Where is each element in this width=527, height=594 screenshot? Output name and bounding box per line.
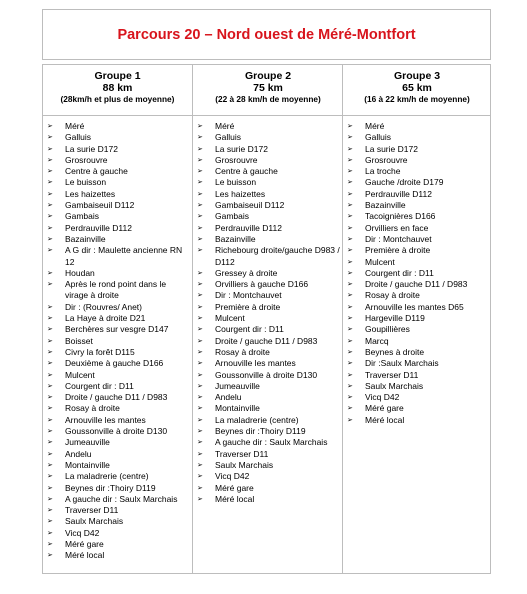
route-step: ➢ Richebourg droite/gauche D983 / D112 (193, 245, 341, 268)
route-step: ➢ Goussonville à droite D130 (193, 370, 341, 381)
route-step: ➢ Mulcent (43, 370, 190, 381)
route-step: ➢ Arnouville les mantes D65 (343, 302, 489, 313)
group-column-1 (43, 65, 192, 573)
route-step: ➢ Méré (193, 121, 341, 132)
route-step: ➢ Centre à gauche (43, 166, 190, 177)
group-name: Groupe 1 (94, 70, 141, 82)
group-header-1 (43, 65, 192, 116)
route-step: ➢ Andelu (193, 392, 341, 403)
route-step: ➢ Gambais (193, 211, 341, 222)
route-table (42, 64, 491, 574)
route-step: ➢ Grosrouvre (193, 155, 341, 166)
route-step: ➢ Saulx Marchais (343, 381, 489, 392)
route-step: ➢ Gressey à droite (193, 268, 341, 279)
route-step: ➢ Deuxième à gauche D166 (43, 358, 190, 369)
route-step: ➢ Première à droite (343, 245, 489, 256)
group-distance: 75 km (253, 82, 283, 94)
route-step: ➢ Méré local (193, 494, 341, 505)
group-distance: 88 km (102, 82, 133, 94)
group-distance: 65 km (402, 82, 432, 94)
route-step: ➢ Courgent dir : D11 (343, 268, 489, 279)
route-step: ➢ Goupillières (343, 324, 489, 335)
route-step: ➢ Méré local (43, 550, 190, 561)
route-step: ➢ Grosrouvre (343, 155, 489, 166)
route-step: ➢ Gambaiseuil D112 (43, 200, 190, 211)
route-list (43, 121, 190, 562)
route-step: ➢ Vicq D42 (43, 528, 190, 539)
route-step: ➢ Berchères sur vesgre D147 (43, 324, 190, 335)
route-step: ➢ Galluis (343, 132, 489, 143)
route-step: ➢ Grosrouvre (43, 155, 190, 166)
route-step: ➢ Méré local (343, 415, 489, 426)
route-step: ➢ Galluis (43, 132, 190, 143)
route-step: ➢ Gauche /droite D179 (343, 177, 489, 188)
route-step: ➢ La maladrerie (centre) (43, 471, 190, 482)
route-step: ➢ Dir : Montchauvet (343, 234, 489, 245)
page-title: Parcours 20 – Nord ouest de Méré-Montfort (117, 26, 416, 43)
route-step: ➢ La surie D172 (343, 144, 489, 155)
route-step: ➢ Le buisson (43, 177, 190, 188)
route-step: ➢ Droite / gauche D11 / D983 (193, 336, 341, 347)
route-step: ➢ Courgent dir : D11 (43, 381, 190, 392)
route-step: ➢ Jumeauville (43, 437, 190, 448)
route-step: ➢ Gambais (43, 211, 190, 222)
route-step: ➢ Bazainville (43, 234, 190, 245)
route-step: ➢ Dir :Saulx Marchais (343, 358, 489, 369)
route-step: ➢ Vicq D42 (343, 392, 489, 403)
route-step: ➢ Après le rond point dans le virage à droite (43, 279, 190, 302)
route-step: ➢ A gauche dir : Saulx Marchais (43, 494, 190, 505)
route-step: ➢ Méré gare (343, 403, 489, 414)
group-name: Groupe 3 (393, 70, 441, 82)
route-step: ➢ Rosay à droite (343, 290, 489, 301)
route-step: ➢ Gambaiseuil D112 (193, 200, 341, 211)
route-step: ➢ Traverser D11 (43, 505, 190, 516)
route-step: ➢ Tacoignières D166 (343, 211, 489, 222)
route-step: ➢ Civry la forêt D115 (43, 347, 190, 358)
route-step: ➢ Courgent dir : D11 (193, 324, 341, 335)
group-header-2 (193, 65, 343, 116)
group-speed: (16 à 22 km/h de moyenne) (364, 94, 470, 104)
route-step: ➢ Dir : Montchauvet (193, 290, 341, 301)
route-step: ➢ Perdrauville D112 (43, 223, 190, 234)
route-step: ➢ Boisset (43, 336, 190, 347)
route-step: ➢ Mulcent (343, 257, 489, 268)
route-step: ➢ Méré gare (193, 483, 341, 494)
route-step: ➢ Orvilliers en face (343, 223, 489, 234)
route-step: ➢ Méré (343, 121, 489, 132)
route-step: ➢ Vicq D42 (193, 471, 341, 482)
title-box (42, 9, 491, 60)
route-step: ➢ Bazainville (193, 234, 341, 245)
route-step: ➢ Droite / gauche D11 / D983 (343, 279, 489, 290)
route-step: ➢ La Haye à droite D21 (43, 313, 190, 324)
route-step: ➢ Traverser D11 (193, 449, 341, 460)
route-step: ➢ Dir : (Rouvres/ Anet) (43, 302, 190, 313)
route-step: ➢ Houdan (43, 268, 190, 279)
route-step: ➢ Le buisson (193, 177, 341, 188)
group-speed: (22 à 28 km/h de moyenne) (215, 94, 321, 104)
route-step: ➢ Jumeauville (193, 381, 341, 392)
route-step: ➢ Méré gare (43, 539, 190, 550)
group-speed: (28km/h et plus de moyenne) (60, 94, 175, 104)
route-step: ➢ A gauche dir : Saulx Marchais (193, 437, 341, 448)
group-name: Groupe 2 (244, 70, 292, 82)
route-step: ➢ Traverser D11 (343, 370, 489, 381)
route-step: ➢ La maladrerie (centre) (193, 415, 341, 426)
route-step: ➢ Méré (43, 121, 190, 132)
group-header-3 (343, 65, 491, 116)
route-step: ➢ La troche (343, 166, 489, 177)
route-step: ➢ La surie D172 (43, 144, 190, 155)
route-list (193, 121, 341, 505)
route-step: ➢ Andelu (43, 449, 190, 460)
route-step: ➢ Montainville (193, 403, 341, 414)
route-step: ➢ Orvilliers à gauche D166 (193, 279, 341, 290)
route-step: ➢ Perdrauville D112 (193, 223, 341, 234)
route-step: ➢ Galluis (193, 132, 341, 143)
route-step: ➢ Rosay à droite (43, 403, 190, 414)
route-step: ➢ Perdrauville D112 (343, 189, 489, 200)
group-column-3 (342, 65, 491, 573)
route-step: ➢ Beynes à droite (343, 347, 489, 358)
route-step: ➢ Hargeville D119 (343, 313, 489, 324)
route-list (343, 121, 489, 426)
route-step: ➢ Centre à gauche (193, 166, 341, 177)
route-step: ➢ Goussonville à droite D130 (43, 426, 190, 437)
route-step: ➢ A G dir : Maulette ancienne RN 12 (43, 245, 190, 268)
route-step: ➢ Première à droite (193, 302, 341, 313)
route-step: ➢ Droite / gauche D11 / D983 (43, 392, 190, 403)
route-step: ➢ Montainville (43, 460, 190, 471)
route-step: ➢ Les haizettes (193, 189, 341, 200)
route-step: ➢ Beynes dir :Thoiry D119 (43, 483, 190, 494)
group-column-2 (192, 65, 343, 573)
route-step: ➢ Saulx Marchais (43, 516, 190, 527)
route-step: ➢ Arnouville les mantes (43, 415, 190, 426)
route-step: ➢ La surie D172 (193, 144, 341, 155)
route-step: ➢ Beynes dir :Thoiry D119 (193, 426, 341, 437)
route-step: ➢ Saulx Marchais (193, 460, 341, 471)
route-step: ➢ Mulcent (193, 313, 341, 324)
route-step: ➢ Bazainville (343, 200, 489, 211)
route-step: ➢ Les haizettes (43, 189, 190, 200)
route-step: ➢ Arnouville les mantes (193, 358, 341, 369)
route-step: ➢ Rosay à droite (193, 347, 341, 358)
route-step: ➢ Marcq (343, 336, 489, 347)
